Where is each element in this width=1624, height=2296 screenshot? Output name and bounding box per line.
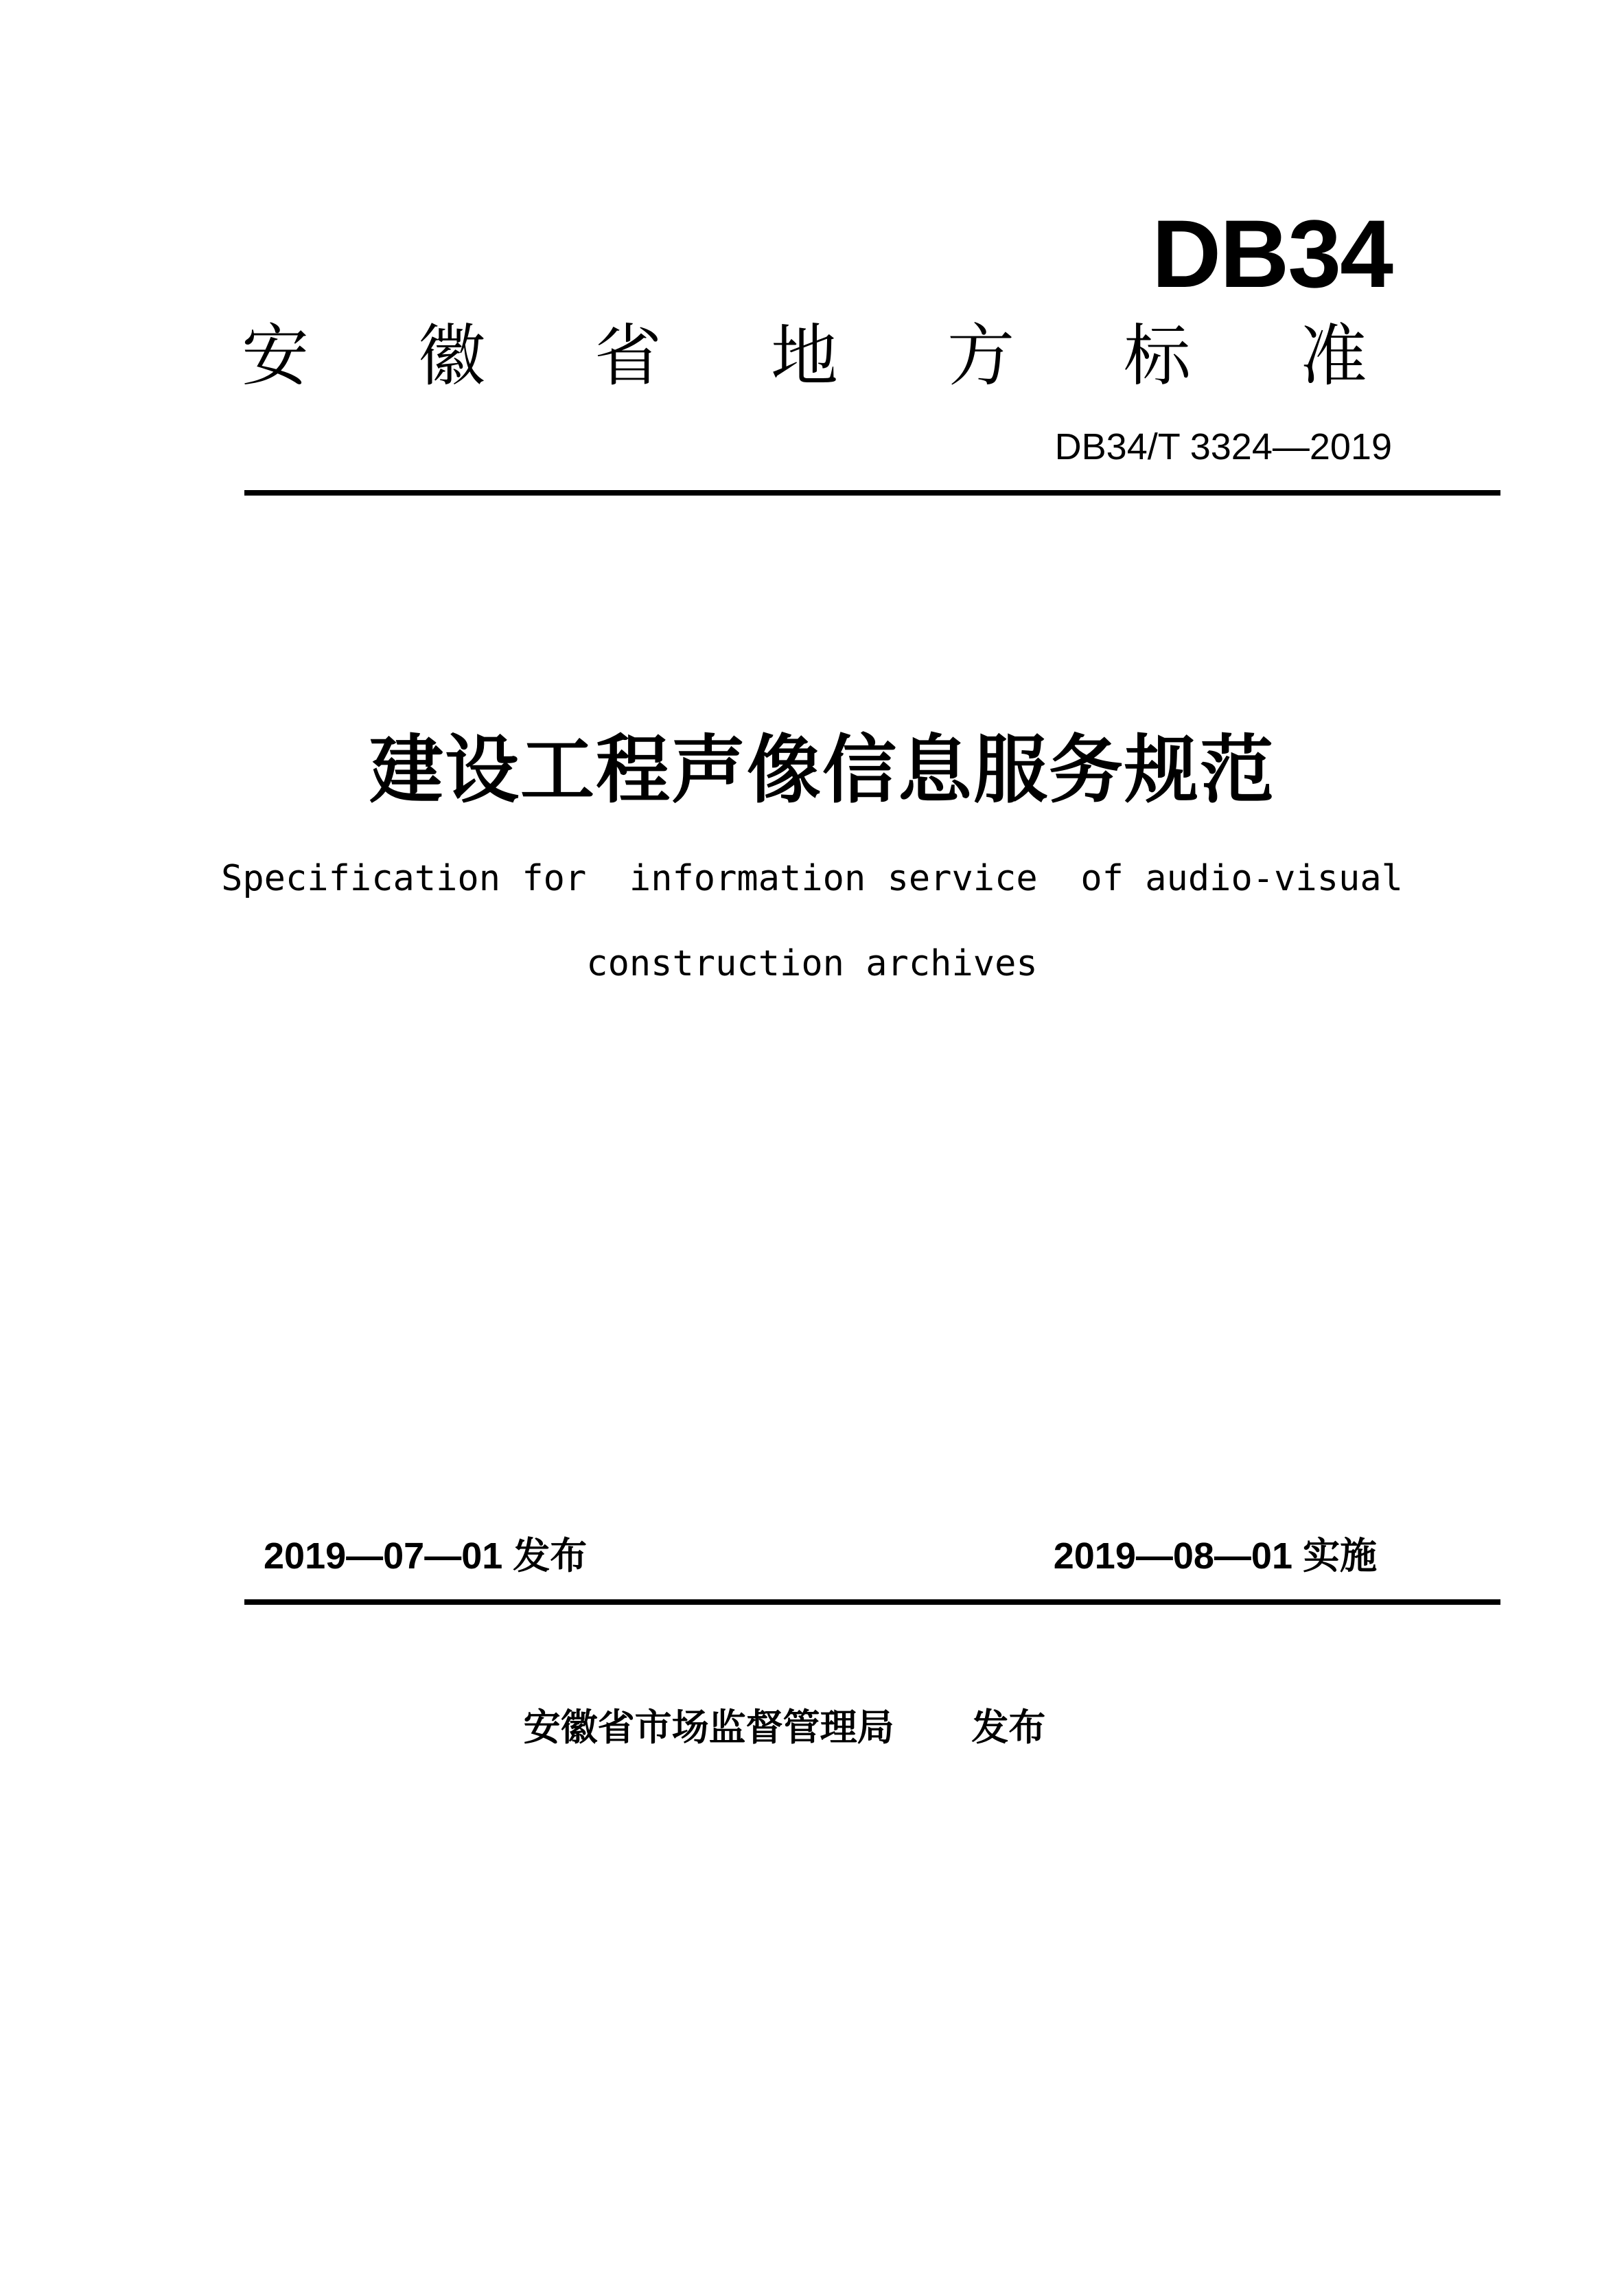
standard-type-char: 标	[1123, 317, 1191, 395]
standard-type-char: 徽	[417, 317, 485, 395]
standard-type-char: 方	[947, 317, 1014, 395]
implementation-date: 2019—08—01 实施	[1053, 1535, 1377, 1577]
issue-date: 2019—07—01 发布	[264, 1535, 588, 1577]
title-english-line-1: Specification for information service of audio-visual	[221, 858, 1403, 899]
publisher-name: 安徽省市场监督管理局	[523, 1706, 894, 1749]
publisher-line	[0, 1706, 1624, 1749]
standard-type-char: 地	[770, 317, 838, 395]
bottom-divider	[244, 1599, 1500, 1605]
standard-code: DB34	[1152, 200, 1392, 308]
standard-type-char: 准	[1299, 317, 1367, 395]
title-english-line-2: construction archives	[586, 943, 1038, 984]
top-divider	[244, 490, 1500, 496]
title-chinese: 建设工程声像信息服务规范	[369, 727, 1275, 813]
standard-type-char: 安	[242, 317, 310, 395]
standard-number: DB34/T 3324—2019	[1054, 426, 1392, 467]
standard-type-char: 省	[594, 317, 662, 395]
standard-type-heading	[242, 317, 1367, 395]
publisher-action: 发布	[971, 1706, 1046, 1749]
